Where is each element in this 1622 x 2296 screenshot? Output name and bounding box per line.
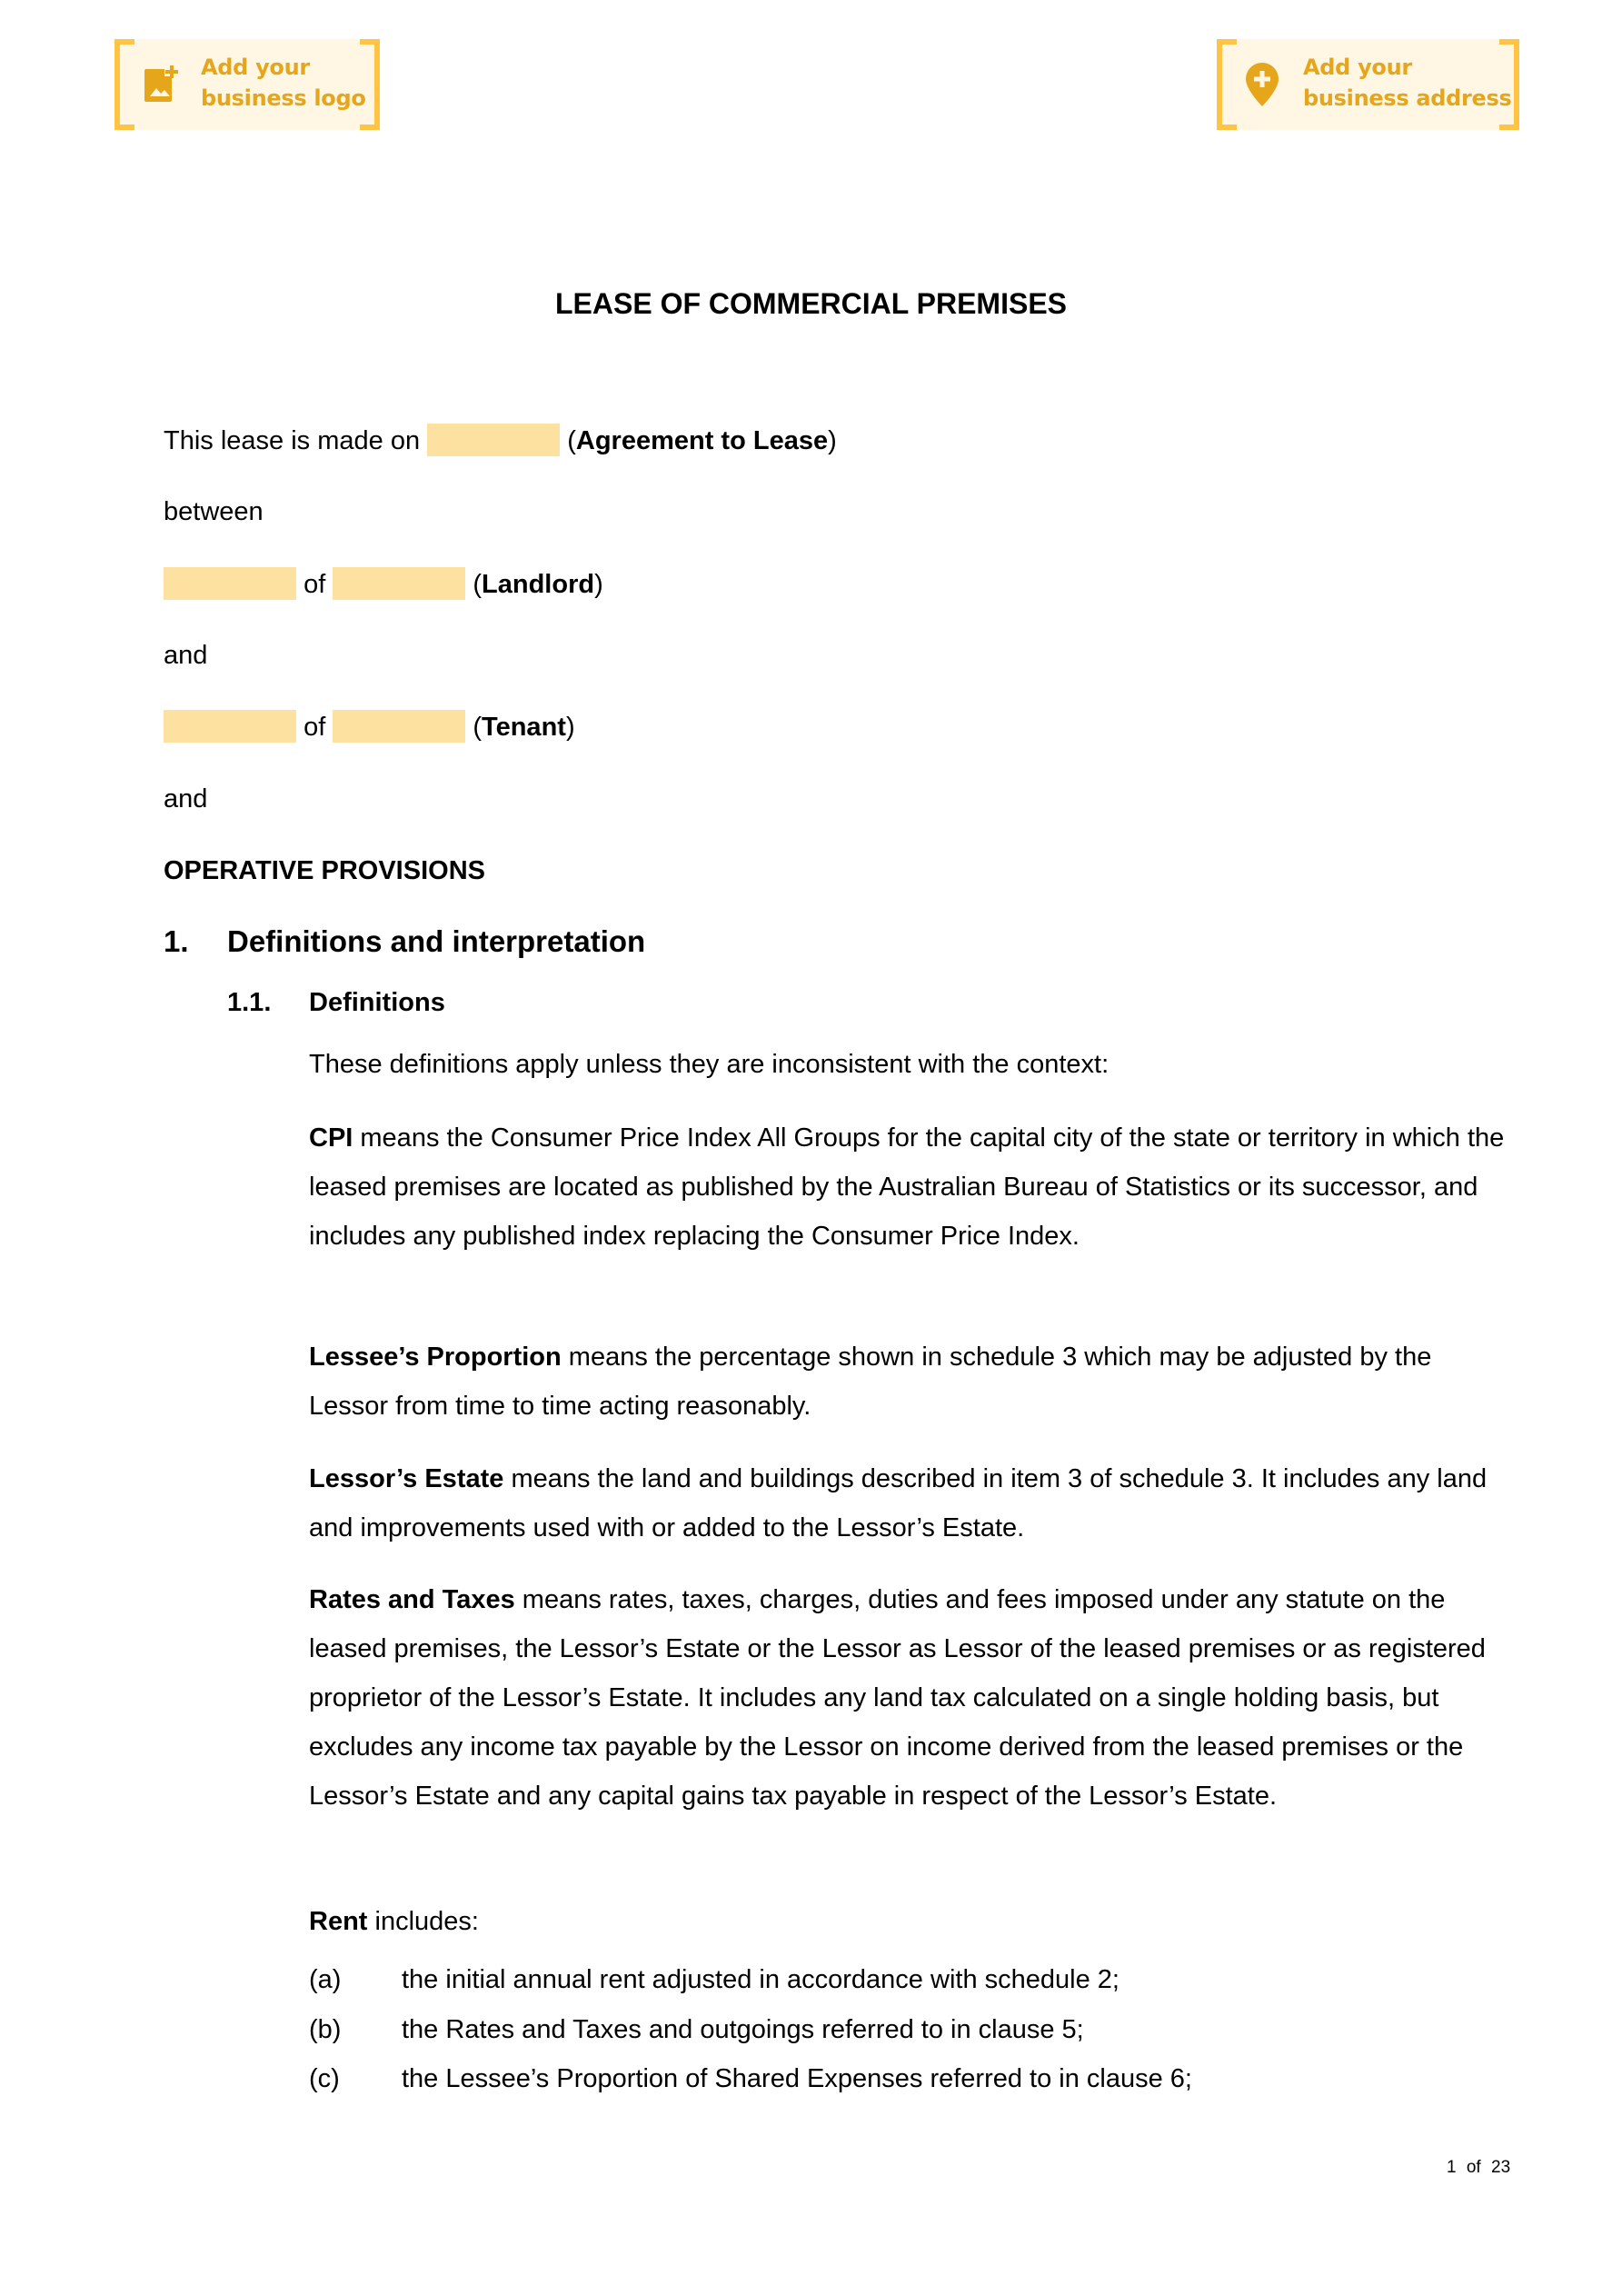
- tenant-line: of (Tenant): [164, 709, 575, 745]
- bracket-left: [1217, 39, 1237, 130]
- landlord-address-field[interactable]: [333, 567, 465, 600]
- rent-item-a: (a) the initial annual rent adjusted in accordance with schedule 2;: [309, 1965, 1119, 1994]
- address-placeholder-line2: business address: [1303, 85, 1512, 111]
- add-business-address-button[interactable]: [1217, 39, 1519, 130]
- landlord-label: Landlord: [482, 570, 595, 599]
- image-add-icon: [143, 64, 179, 104]
- tenant-label: Tenant: [482, 713, 566, 742]
- tenant-address-field[interactable]: [333, 710, 465, 743]
- landlord-name-field[interactable]: [164, 567, 296, 600]
- definition-lessees-proportion: Lessee’s Proportion means the percentage shown in schedule 3 which may be adjusted by the Lessor from time to time acting reasonably.: [309, 1343, 1432, 1421]
- between-label: between: [164, 497, 264, 526]
- add-business-logo-button[interactable]: [114, 39, 380, 130]
- tenant-name-field[interactable]: [164, 710, 296, 743]
- and-label: and: [164, 784, 208, 814]
- logo-placeholder-line2: business logo: [201, 85, 366, 111]
- definitions-intro: These definitions apply unless they are inconsistent with the context:: [309, 1050, 1110, 1079]
- date-field[interactable]: [427, 424, 560, 456]
- page-number: 1 of 23: [1447, 2158, 1511, 2177]
- operative-provisions-heading: OPERATIVE PROVISIONS: [164, 856, 485, 885]
- rent-item-c: (c) the Lessee’s Proportion of Shared Expenses referred to in clause 6;: [309, 2064, 1192, 2093]
- bracket-left: [114, 39, 134, 130]
- definition-lessors-estate: Lessor’s Estate means the land and buildings described in item 3 of schedule 3. It includes any land and improvements used with or added to the Lessor’s Estate.: [309, 1464, 1488, 1542]
- and-label: and: [164, 641, 208, 670]
- agreement-to-lease-label: Agreement to Lease: [575, 426, 829, 455]
- rent-item-b: (b) the Rates and Taxes and outgoings referred to in clause 5;: [309, 2015, 1084, 2044]
- landlord-line: of (Landlord): [164, 566, 603, 603]
- logo-placeholder-line1: Add your: [201, 55, 310, 80]
- definition-cpi: CPI means the Consumer Price Index All Groups for the capital city of the state or territory in which the leased premises are located as published by the Australian Bureau of Statistics or its successor, and includes any published index replacing the Consumer Price Index.: [309, 1123, 1505, 1251]
- definition-rent: Rent includes:: [309, 1907, 479, 1936]
- location-pin-add-icon: [1244, 61, 1280, 108]
- section-1-heading: 1. Definitions and interpretation: [164, 924, 646, 958]
- made-on-line: This lease is made on (Agreement to Lease): [164, 423, 837, 459]
- document-title: LEASE OF COMMERCIAL PREMISES: [554, 287, 1067, 320]
- section-1-1-heading: 1.1. Definitions: [227, 988, 445, 1017]
- address-placeholder-line1: Add your: [1303, 55, 1412, 80]
- definition-rates-and-taxes: Rates and Taxes means rates, taxes, charges, duties and fees imposed under any statute on the leased premises, the Lessor’s Estate or the Lessor as Lessor of the leased premises or as registered proprietor of the Lessor’s Estate. It includes any land tax calculated on a single holding basis, but excludes any income tax payable by the Lessor on income derived from the leased premises or the Lessor’s Estate and any capital gains tax payable in respect of the Lessor’s Estate.: [309, 1585, 1486, 1811]
